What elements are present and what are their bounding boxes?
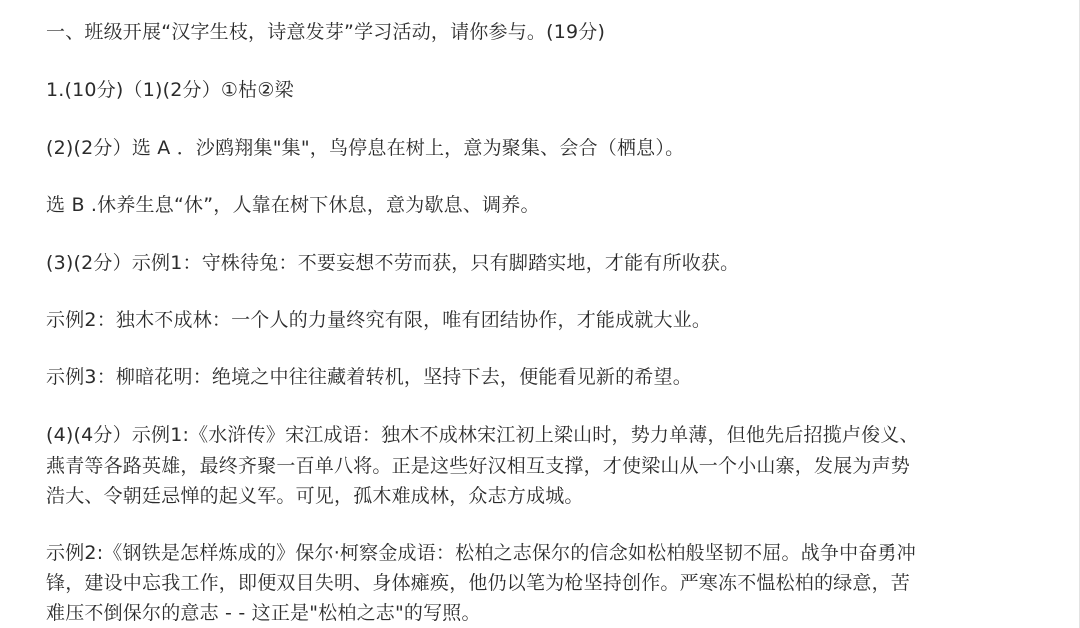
- question-3-example-1: (3)(2分）示例1：守株待兔：不要妄想不劳而获，只有脚踏实地，才能有所收获。: [46, 252, 740, 274]
- question-1-answer: 1.(10分)（1)(2分）①枯②梁: [46, 79, 294, 101]
- question-4-example-2-line-2: 锋，建设中忘我工作，即便双目失明、身体瘫痪，他仍以笔为枪坚持创作。严寒冻不愠松柏的绿意，苦: [46, 572, 911, 594]
- question-4-example-2-line-1: 示例2:《钢铁是怎样炼成的》保尔·柯察金成语：松柏之志保尔的信念如松柏般坚韧不屈。战争中奋勇冲: [46, 542, 916, 564]
- question-2-option-b: 选 B .休养生息“休”，人靠在树下休息，意为歇息、调养。: [46, 194, 540, 216]
- question-4-example-2-line-3: 难压不倒保尔的意志 - - 这正是"松柏之志"的写照。: [46, 602, 481, 624]
- question-2-option-a: (2)(2分）选 A ．沙鸥翔集"集"，鸟停息在树上，意为聚集、会合（栖息）。: [46, 137, 685, 159]
- section-heading: 一、班级开展“汉字生枝，诗意发芽”学习活动，请你参与。(19分): [46, 21, 606, 43]
- question-4-example-1-line-2: 燕青等各路英雄，最终齐聚一百单八将。正是这些好汉相互支撑，才使梁山从一个小山寨，发展为声势: [46, 455, 911, 477]
- question-4-example-1-line-3: 浩大、令朝廷忌惮的起义军。可见，孤木难成林，众志方成城。: [46, 485, 584, 507]
- question-3-example-2: 示例2：独木不成林：一个人的力量终究有限，唯有团结协作，才能成就大业。: [46, 309, 712, 331]
- question-3-example-3: 示例3：柳暗花明：绝境之中往往藏着转机，坚持下去，便能看见新的希望。: [46, 366, 692, 388]
- question-4-example-1-line-1: (4)(4分）示例1:《水浒传》宋江成语：独木不成林宋江初上梁山时，势力单薄，但他先后招揽卢俊义、: [46, 424, 919, 446]
